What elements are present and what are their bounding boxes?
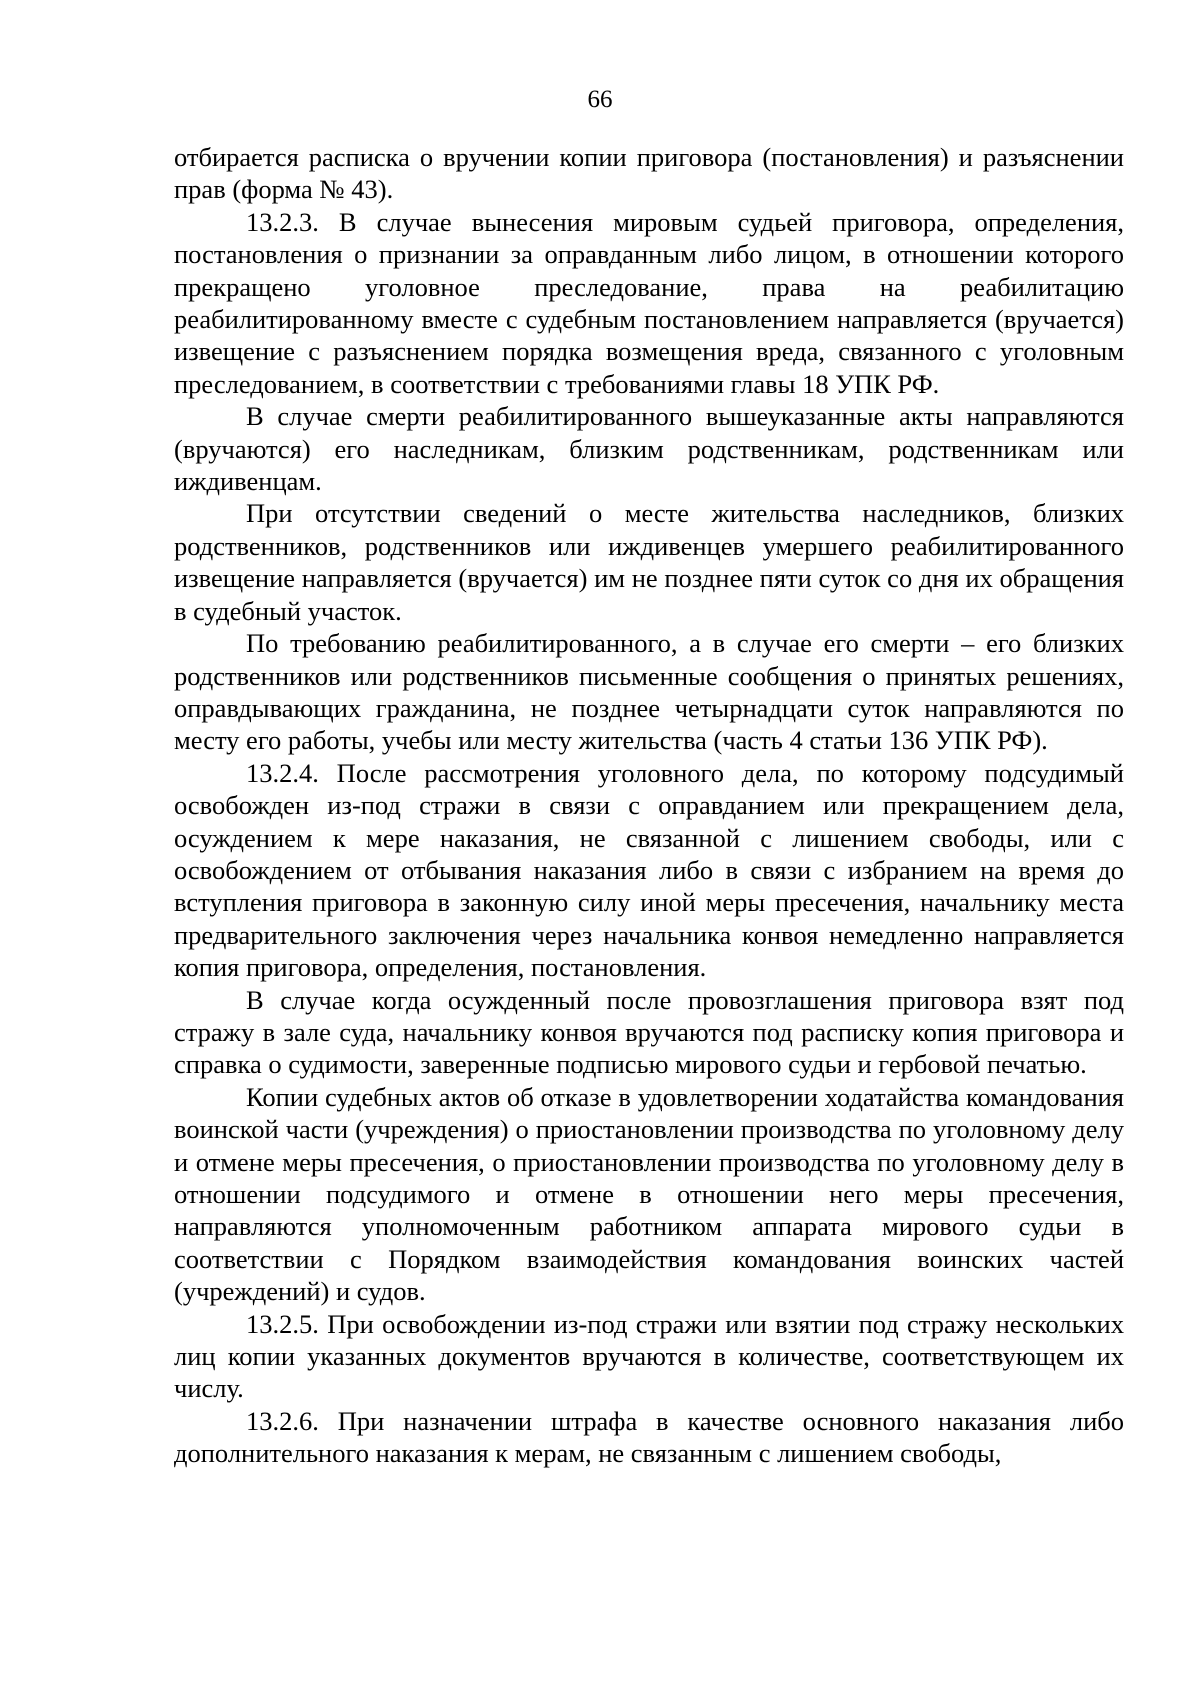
page-number: 66 — [587, 86, 613, 113]
paragraph-continuation: отбирается расписка о вручении копии приговора (постановления) и разъяснении прав (форма № 43). — [174, 142, 1124, 205]
paragraph-13-2-3: 13.2.3. В случае вынесения мировым судьей приговора, определения, постановления о признании за оправданным либо лицом, в отношении которого прекращено уголовное преследование, права на реабилитацию реабилитированному вместе с судебным постановлением направляется (вручается) извещение с разъяснением порядка возмещения вреда, связанного с уголовным преследованием, в соответствии с требованиями главы 18 УПК РФ. — [174, 206, 1124, 399]
paragraph-rehabilitated-death: В случае смерти реабилитированного вышеуказанные акты направляются (вручаются) его наследникам, близким родственникам, родственникам или иждивенцам. — [174, 401, 1124, 497]
paragraph-13-2-4: 13.2.4. После рассмотрения уголовного дела, по которому подсудимый освобожден из-под стражи в связи с оправданием или прекращением дела, осуждением к мере наказания, не связанной с лишением свободы, или с освобождением от отбывания наказания либо в связи с избранием на время до вступления приговора в законную силу иной меры пресечения, начальнику места предварительного заключения через начальника конвоя немедленно направляется копия приговора, определения, постановления. — [174, 757, 1124, 983]
paragraph-no-residence-info: При отсутствии сведений о месте жительства наследников, близких родственников, родственников или иждивенцев умершего реабилитированного извещение направляется (вручается) им не позднее пяти суток со дня их обращения в судебный участок. — [174, 498, 1124, 626]
paragraph-military-unit: Копии судебных актов об отказе в удовлетворении ходатайства командования воинской части (учреждения) о приостановлении производства по уголовному делу и отмене меры пресечения, о приостановлении производства по уголовному делу в отношении подсудимого и отмене в отношении него меры пресечения, направляются уполномоченным работником аппарата мирового судьи в соответствии с Порядком взаимодействия командования воинских частей (учреждений) и судов. — [174, 1081, 1124, 1307]
paragraph-written-messages: По требованию реабилитированного, а в случае его смерти – его близких родственников или родственников письменные сообщения о принятых решениях, оправдывающих гражданина, не позднее четырнадцати суток направляются по месту его работы, учебы или месту жительства (часть 4 статьи 136 УПК РФ). — [174, 628, 1124, 756]
document-body — [174, 141, 1124, 1470]
paragraph-13-2-6: 13.2.6. При назначении штрафа в качестве основного наказания либо дополнительного наказания к мерам, не связанным с лишением свободы, — [174, 1405, 1124, 1469]
paragraph-13-2-5: 13.2.5. При освобождении из-под стражи или взятии под стражу нескольких лиц копии указанных документов вручаются в количестве, соответствующем их числу. — [174, 1308, 1124, 1404]
paragraph-custody-in-court: В случае когда осужденный после провозглашения приговора взят под стражу в зале суда, начальнику конвоя вручаются под расписку копия приговора и справка о судимости, заверенные подписью мирового судьи и гербовой печатью. — [174, 984, 1124, 1080]
